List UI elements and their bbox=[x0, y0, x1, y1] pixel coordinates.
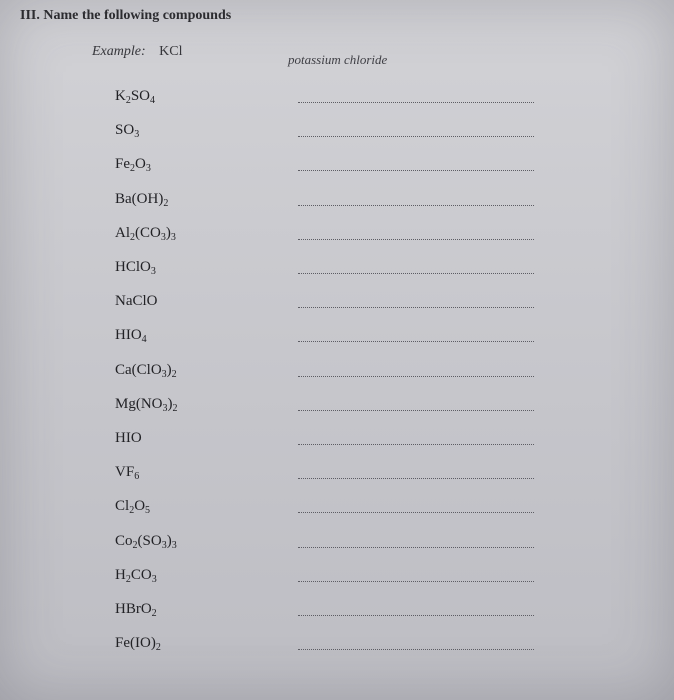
compound-row bbox=[0, 430, 674, 464]
answer-blank-line[interactable] bbox=[298, 615, 534, 616]
answer-blank-line[interactable] bbox=[298, 581, 534, 582]
compound-formula: HBrO$_2$ bbox=[115, 601, 157, 619]
answer-blank-line[interactable] bbox=[298, 444, 534, 445]
example-answer: potassium chloride bbox=[288, 52, 388, 67]
answer-blank-line[interactable] bbox=[298, 512, 534, 513]
example-formula: KCl bbox=[159, 44, 183, 59]
compound-formula: $VF_6$ bbox=[115, 464, 140, 483]
compound-row bbox=[0, 533, 674, 567]
compound-formula: NaClO bbox=[115, 293, 158, 310]
answer-blank-line[interactable] bbox=[298, 376, 534, 377]
answer-blank-line[interactable] bbox=[298, 341, 534, 342]
compound-row bbox=[0, 601, 674, 635]
compound-row bbox=[0, 464, 674, 498]
answer-blank-line[interactable] bbox=[298, 170, 534, 171]
compound-formula: $Fe(IO)_2$ bbox=[115, 635, 161, 654]
answer-blank-line[interactable] bbox=[298, 273, 534, 274]
compound-row bbox=[0, 567, 674, 601]
compound-row bbox=[0, 191, 674, 225]
compound-formula: $Mg(NO_3)_2$ bbox=[115, 395, 178, 414]
compound-row bbox=[0, 327, 674, 361]
compound-row bbox=[0, 259, 674, 293]
answer-blank-line[interactable] bbox=[298, 136, 534, 137]
compound-formula: $H_2CO_3$ bbox=[115, 566, 157, 585]
compound-formula: HClO$_3$ bbox=[115, 259, 156, 277]
compound-formula: $Ca(ClO_3)_2$ bbox=[115, 361, 177, 380]
answer-blank-line[interactable] bbox=[298, 307, 534, 308]
answer-blank-line[interactable] bbox=[298, 239, 534, 240]
compound-formula: $Ba(OH)_2$ bbox=[115, 190, 169, 209]
compound-formula: $SO_3$ bbox=[115, 122, 140, 141]
compound-row bbox=[0, 122, 674, 156]
compound-formula: $HIO_4$ bbox=[115, 327, 147, 346]
section-heading: III. Name the following compounds bbox=[20, 8, 232, 23]
compound-row bbox=[0, 498, 674, 532]
answer-blank-line[interactable] bbox=[298, 649, 534, 650]
compound-row bbox=[0, 225, 674, 259]
compound-row bbox=[0, 156, 674, 190]
answer-blank-line[interactable] bbox=[298, 205, 534, 206]
example-row bbox=[92, 44, 183, 60]
compound-formula: $Fe_2O_3$ bbox=[115, 156, 151, 175]
compound-row bbox=[0, 362, 674, 396]
compound-row bbox=[0, 635, 674, 669]
compound-formula: $Cl_2O_5$ bbox=[115, 498, 151, 517]
compound-formula: $Al_2(CO_3)_3$ bbox=[115, 224, 176, 243]
answer-blank-line[interactable] bbox=[298, 410, 534, 411]
compound-row bbox=[0, 88, 674, 122]
example-label: Example: bbox=[92, 44, 146, 59]
compound-row bbox=[0, 293, 674, 327]
answer-blank-line[interactable] bbox=[298, 478, 534, 479]
answer-blank-line[interactable] bbox=[298, 102, 534, 103]
compound-formula: HIO bbox=[115, 430, 142, 446]
compound-formula: $Co_2(SO_3)_3$ bbox=[115, 532, 177, 551]
answer-blank-line[interactable] bbox=[298, 547, 534, 548]
compound-row bbox=[0, 396, 674, 430]
compound-formula: $K_2SO_4$ bbox=[115, 88, 156, 106]
